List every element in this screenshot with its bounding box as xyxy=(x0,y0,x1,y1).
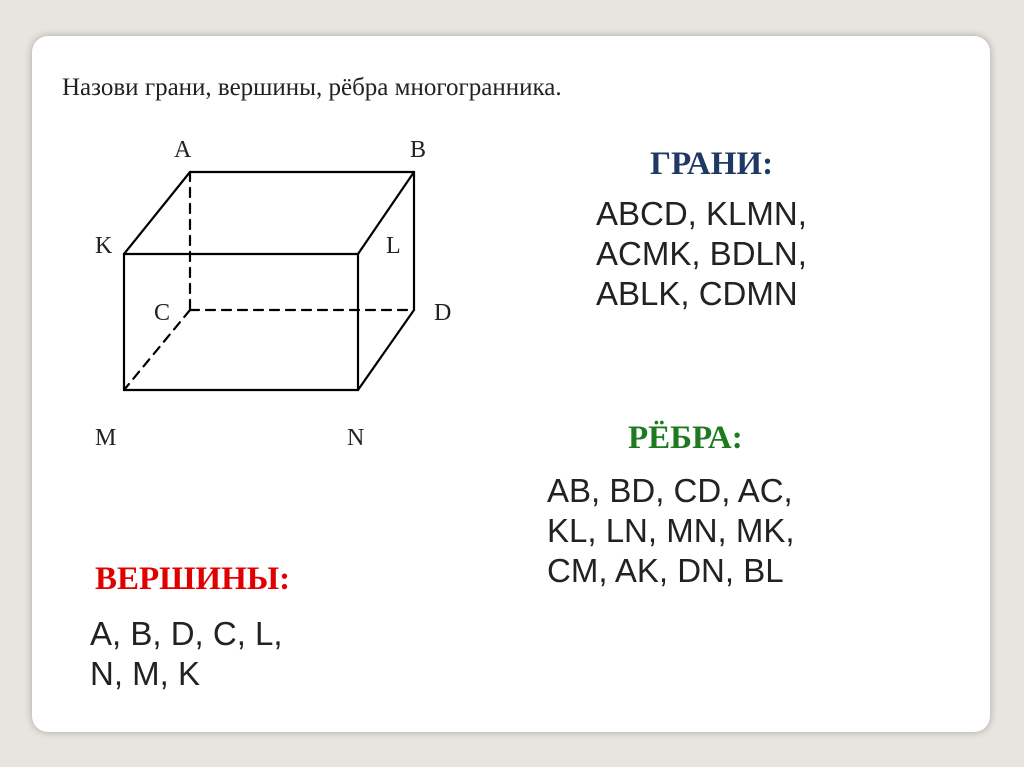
vertex-label-l: L xyxy=(386,233,401,259)
edge-dn xyxy=(358,310,414,390)
faces-list xyxy=(596,194,807,314)
vertex-label-c: C xyxy=(154,300,171,326)
vertex-label-d: D xyxy=(434,300,452,326)
edges-list xyxy=(547,471,795,591)
edges-line: AB, BD, CD, AC, xyxy=(547,472,793,509)
vertex-label-k: K xyxy=(95,233,113,259)
vertices-heading: ВЕРШИНЫ: xyxy=(95,561,291,597)
vertex-label-b: B xyxy=(410,137,427,163)
vertex-label-a: A xyxy=(174,137,192,163)
edge-ak xyxy=(124,172,190,254)
vertex-label-m: M xyxy=(95,425,117,451)
vertices-list xyxy=(90,614,283,694)
faces-line: ABLK, CDMN xyxy=(596,275,798,312)
faces-line: ACMK, BDLN, xyxy=(596,235,807,272)
edges-heading: РЁБРА: xyxy=(628,420,743,456)
edges-line: KL, LN, MN, MK, xyxy=(547,512,795,549)
vertices-line: A, B, D, C, L, xyxy=(90,615,283,652)
vertex-label-n: N xyxy=(347,425,365,451)
edges-line: CM, AK, DN, BL xyxy=(547,552,784,589)
faces-heading: ГРАНИ: xyxy=(650,146,774,182)
vertices-line: N, M, K xyxy=(90,655,201,692)
page-title: Назови грани, вершины, рёбра многогранника. xyxy=(62,74,562,101)
faces-line: ABCD, KLMN, xyxy=(596,195,807,232)
